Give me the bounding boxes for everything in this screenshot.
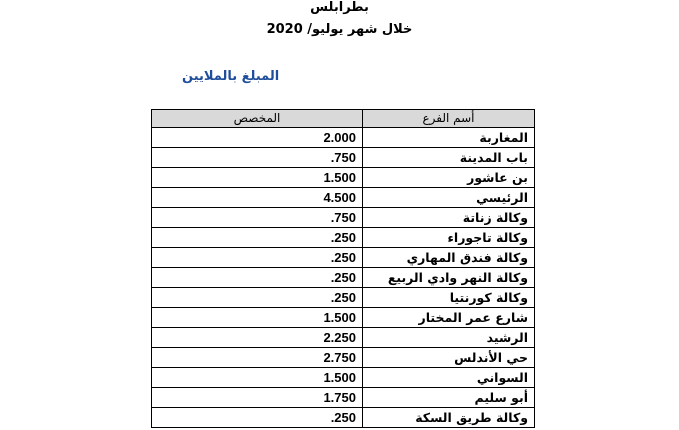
header-amount: المخصص	[152, 110, 363, 128]
amount-cell: 1.750	[152, 388, 363, 408]
table-row	[152, 388, 535, 408]
amount-cell: 1.500	[152, 368, 363, 388]
branch-name-cell: حي الأندلس	[363, 348, 535, 368]
table-header-row	[152, 110, 535, 128]
table-row	[152, 208, 535, 228]
branch-name-cell: وكالة تاجوراء	[363, 228, 535, 248]
table-row	[152, 348, 535, 368]
amount-cell: .250	[152, 268, 363, 288]
table-row	[152, 128, 535, 148]
branch-name-cell: وكالة كورنتيا	[363, 288, 535, 308]
table-row	[152, 188, 535, 208]
amount-unit-note: المبلغ بالملايين	[182, 69, 280, 84]
allocations-table-container	[151, 109, 534, 428]
table-row	[152, 288, 535, 308]
branch-name-cell: بن عاشور	[363, 168, 535, 188]
branch-name-cell: وكالة فندق المهاري	[363, 248, 535, 268]
table-row	[152, 368, 535, 388]
amount-cell: 4.500	[152, 188, 363, 208]
amount-cell: .250	[152, 228, 363, 248]
table-row	[152, 408, 535, 428]
branch-name-cell: المغاربة	[363, 128, 535, 148]
table-row	[152, 308, 535, 328]
amount-cell: .750	[152, 208, 363, 228]
document-period-heading: خلال شهر يوليو/ 2020	[266, 22, 413, 37]
amount-cell: .250	[152, 408, 363, 428]
allocations-table	[151, 109, 535, 428]
document-city-heading: بطرابلس	[310, 0, 369, 15]
branch-name-cell: الرئيسي	[363, 188, 535, 208]
branch-name-cell: الرشيد	[363, 328, 535, 348]
amount-cell: .250	[152, 288, 363, 308]
amount-cell: 2.750	[152, 348, 363, 368]
amount-cell: .750	[152, 148, 363, 168]
amount-cell: 1.500	[152, 308, 363, 328]
branch-name-cell: السواني	[363, 368, 535, 388]
table-row	[152, 168, 535, 188]
table-row	[152, 228, 535, 248]
amount-cell: .250	[152, 248, 363, 268]
table-row	[152, 268, 535, 288]
table-row	[152, 248, 535, 268]
branch-name-cell: باب المدينة	[363, 148, 535, 168]
table-body	[152, 128, 535, 428]
table-row	[152, 148, 535, 168]
amount-cell: 1.500	[152, 168, 363, 188]
header-branch-name: أسم الفرع	[363, 110, 535, 128]
branch-name-cell: وكالة طريق السكة	[363, 408, 535, 428]
amount-cell: 2.250	[152, 328, 363, 348]
table-row	[152, 328, 535, 348]
branch-name-cell: وكالة زناتة	[363, 208, 535, 228]
branch-name-cell: وكالة النهر وادي الربيع	[363, 268, 535, 288]
amount-cell: 2.000	[152, 128, 363, 148]
branch-name-cell: شارع عمر المختار	[363, 308, 535, 328]
branch-name-cell: أبو سليم	[363, 388, 535, 408]
